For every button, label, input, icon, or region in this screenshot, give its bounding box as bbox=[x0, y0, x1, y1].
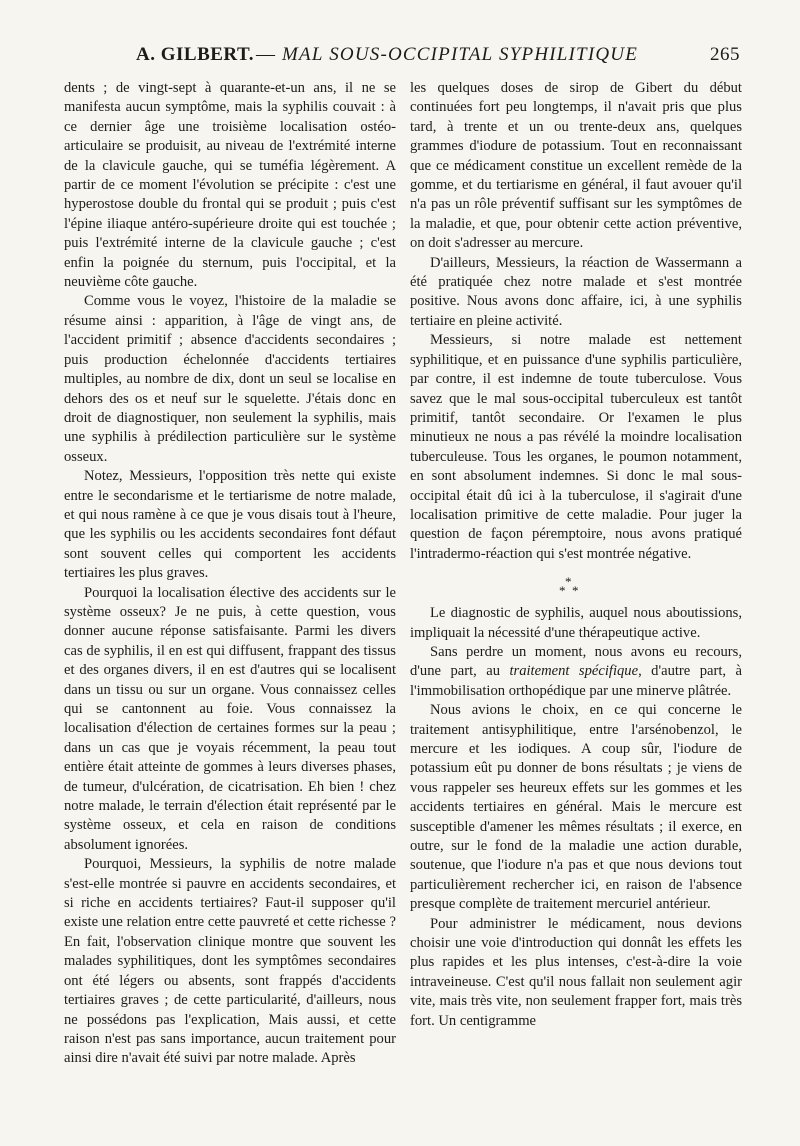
running-header bbox=[60, 38, 740, 72]
right-column bbox=[410, 79, 742, 1031]
header-title: MAL SOUS-OCCIPITAL SYPHILITIQUE bbox=[282, 44, 638, 65]
paragraph: Nous avions le choix, en ce qui concerne le traitement antisyphilitique, entre l'arsénobenzol, le mercure et les iodiques. A coup sûr, l'iodure de potassium eût pu donner de bons résultats ; je viens de vous rappeler ses heureux effets sur les gommes et les accidents tertiaires en général. Mais le mercure est susceptible d'amener les mêmes résultats ; il exerce, en outre, sur le fond de la maladie une action durable, soutenue, que l'iodure n'a pas et que nous devions tout particulièrement rechercher ici, en raison de l'absence presque complète de traitement mercuriel antérieur. bbox=[410, 702, 742, 913]
paragraph-text: Sans perdre un moment, nous avons eu recours, d'une part, au bbox=[410, 643, 742, 680]
asterism-star: * bbox=[559, 583, 566, 599]
paragraph: Pourquoi, Messieurs, la syphilis de notre malade s'est-elle montrée si pauvre en accidents secondaires, et si riche en accidents tertiaires? Faut-il supposer qu'il existe une relation entre cette pauvreté et cette richesse ? En fait, l'observation clinique montre que souvent les malades syphilitiques, dont les symptômes secondaires ont été légers ou absents, sont frappés d'accidents tertiaires graves ; de cette particularité, d'ailleurs, nous ne possédons pas l'explication, Mais aussi, et cette raison n'est pas sans importance, aucun traitement pour ainsi dire n'avait été suivi par notre malade. Après bbox=[64, 856, 396, 1067]
page-number: 265 bbox=[710, 44, 740, 65]
paragraph: Messieurs, si notre malade est nettement syphilitique, et en puissance d'une syphilis particulière, par contre, il est indemne de toute tuberculose. Vous savez que le mal sous-occipital tuberculeux est tantôt primitif, tantôt secondaire. Or l'examen le plus minutieux ne nous a pas révélé la moindre localisation tuberculeuse. Tous les organes, le poumon notamment, en sont absolument indemnes. Si donc le mal sous-occipital était dû ici à la tuberculose, il s'agirait d'une localisation primitive de cette maladie. Pour juger la question de façon péremptoire, nous avons pratiqué l'intradermo-réaction qui s'est montrée négative. bbox=[410, 332, 742, 562]
left-column bbox=[64, 79, 396, 1069]
header-author: A. GILBERT. bbox=[136, 44, 254, 65]
paragraph: Pour administrer le médicament, nous devions choisir une voie d'introduction qui donnât les effets les plus rapides et les plus intenses, c'est-à-dire la voie intraveineuse. C'est qu'il nous fallait non seulement agir vite, mais très vite, non seulement frapper fort, mais très fort. Un centigramme bbox=[410, 915, 742, 1029]
paragraph: Le diagnostic de syphilis, auquel nous aboutissions, impliquait la nécessité d'une thérapeutique active. bbox=[410, 605, 742, 641]
emphasis-text: traitement spécifique bbox=[509, 663, 639, 680]
paragraph: Comme vous le voyez, l'histoire de la maladie se résume ainsi : apparition, à l'âge de vingt ans, de l'accident primitif ; absence d'accidents secondaires ; puis production échelonnée d'accidents tertiaires multiples, au nombre de dix, dont un seul se localise en dehors des os et neuf sur le squelette. J'étais donc en droit de diagnostiquer, non seulement la syphilis, mais une syphilis à prédilection particulière sur le système osseux. bbox=[64, 293, 396, 465]
paragraph: dents ; de vingt-sept à quarante-et-un ans, il ne se manifesta aucun symptôme, mais la syphilis couvait : à ce dernier âge une troisième localisation ostéo-articulaire se produisit, au niveau de l'extrémité interne de la clavicule gauche, qui se tuméfia légèrement. A partir de ce moment l'évolution se précipite : c'est une hyperostose double du frontal qui se produit ; puis c'est l'épine iliaque antéro-supérieure droite qui est touchée ; puis l'extrémité interne de la clavicule gauche ; c'est enfin la poignée du sternum, puis l'occipital, et la neuvième côte gauche. bbox=[64, 80, 396, 291]
section-separator-asterism bbox=[410, 572, 742, 602]
asterism-star: * bbox=[565, 574, 572, 590]
paragraph: les quelques doses de sirop de Gibert du début continuées fort peu longtemps, il n'avait pris que plus tard, à trente et un ou trente-deux ans, quelques grammes d'iodure de potassium. Tout en reconnaissant que ce médicament constitue un excellent remède de la gomme, et du tertiarisme en général, il faut avouer qu'il n'a pas un rôle préventif suffisant sur les symptômes de la maladie, et que, pour obtenir cette action préventive, on doit s'adresser au mercure. bbox=[410, 80, 742, 252]
asterism-star: * bbox=[572, 583, 579, 599]
paragraph: D'ailleurs, Messieurs, la réaction de Wassermann a été pratiquée chez notre malade et s'est montrée positive. Nous avons donc affaire, ici, à une syphilis tertiaire en pleine activité. bbox=[410, 254, 742, 329]
paragraph-text: , d'autre part, à l'immobilisation orthopédique par une minerve plâtrée. bbox=[410, 663, 742, 699]
paragraph: Pourquoi la localisation élective des accidents sur le système osseux? Je ne puis, à cette question, vous donner aucune réponse satisfaisante. Parmi les divers cas de syphilis, il en est qui diffusent, frappant des tissus et des organes divers, il en est d'autres qui se localisent dans un tissu ou sur un organe. Vous connaissez celles qui se cantonnent au foie. Vous connaissez la localisation d'élection de certaines formes sur la peau ; dans un cas que je voyais récemment, la peau tout entière était atteinte de gommes à leurs diverses phases, de tumeur, d'ulcération, de cicatrisation. Eh bien ! chez notre malade, le terrain d'élection était représenté par le système osseux, et cela en raison de conditions absolument ignorées. bbox=[64, 584, 396, 853]
paragraph bbox=[410, 643, 742, 701]
paragraph: Notez, Messieurs, l'opposition très nette qui existe entre le secondarisme et le tertiarisme de notre malade, et qui nous ramène à ce que je vous disais tout à l'heure, que les syphilis ou les accidents secondaires font défaut sont souvent celles qui comportent les accidents tertiaires les plus graves. bbox=[64, 468, 396, 582]
header-dash: — bbox=[256, 44, 276, 65]
